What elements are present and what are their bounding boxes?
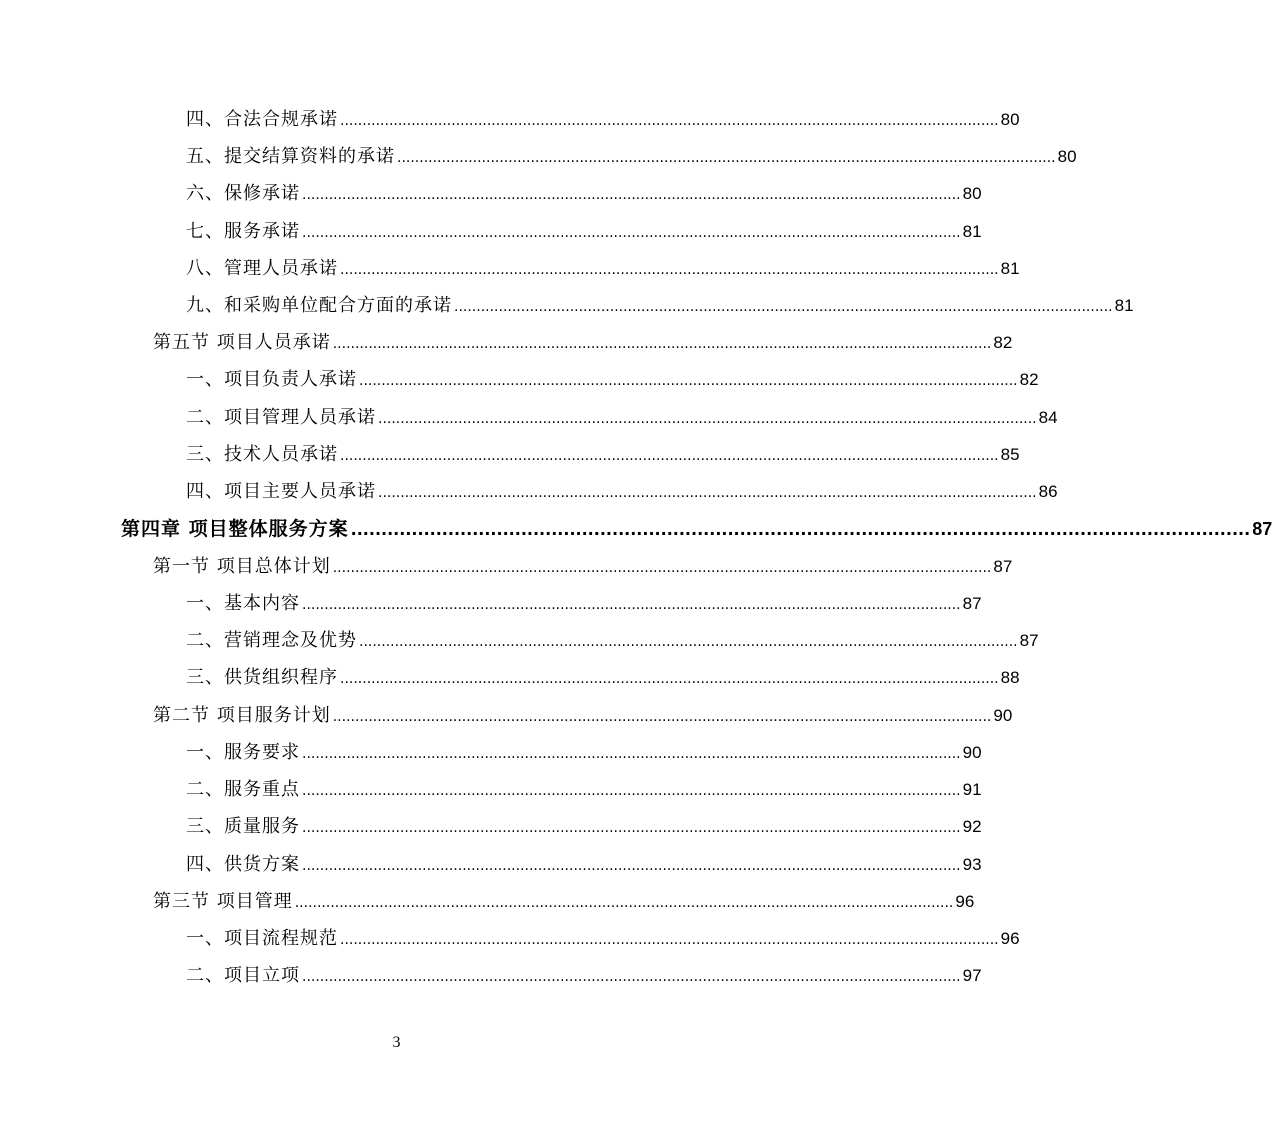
toc-entry-label: 三、供货组织程序 — [186, 667, 338, 688]
toc-entry-page: 86 — [1038, 482, 1058, 501]
toc-entry-label: 一、服务要求 — [186, 742, 300, 763]
toc-entry-label: 一、项目流程规范 — [186, 928, 338, 949]
toc-entry-label: 二、服务重点 — [186, 779, 300, 800]
toc-chapter-entry[interactable] — [121, 517, 1272, 554]
dot-leader: .................................................................................................................................................... — [378, 485, 1037, 501]
dot-leader: .................................................................................................................................................... — [332, 336, 992, 352]
toc-entry[interactable] — [186, 853, 982, 890]
toc-entry-page: 82 — [993, 333, 1013, 352]
dot-leader: .................................................................................................................................................... — [294, 895, 954, 911]
toc-entry-label: 二、项目管理人员承诺 — [186, 407, 376, 428]
toc-entry-label: 五、提交结算资料的承诺 — [186, 146, 395, 167]
toc-entry[interactable] — [186, 778, 982, 815]
toc-entry-label: 三、技术人员承诺 — [186, 444, 338, 465]
dot-leader: .................................................................................................................................................... — [340, 262, 999, 278]
dot-leader: .................................................................................................................................................... — [302, 820, 961, 836]
toc-entry-page: 96 — [955, 892, 975, 911]
toc-entry-page: 96 — [1000, 929, 1020, 948]
dot-leader: .................................................................................................................................................... — [332, 560, 992, 576]
toc-entry-page: 87 — [962, 594, 982, 613]
dot-leader: .................................................................................................................................................... — [340, 671, 999, 687]
dot-leader: .................................................................................................................................................... — [302, 969, 961, 985]
dot-leader: .................................................................................................................................................... — [302, 746, 961, 762]
toc-entry-page: 87 — [993, 557, 1013, 576]
toc-entry[interactable] — [186, 368, 1039, 405]
toc-section-entry[interactable] — [153, 704, 1013, 741]
toc-entry-page: 84 — [1038, 408, 1058, 427]
dot-leader: .................................................................................................................................................... — [340, 932, 999, 948]
toc-entry-page: 90 — [993, 706, 1013, 725]
toc-entry-page: 91 — [962, 780, 982, 799]
toc-entry-page: 82 — [1019, 370, 1039, 389]
toc-entry-page: 87 — [1019, 631, 1039, 650]
toc-entry[interactable] — [186, 406, 1058, 443]
dot-leader: .................................................................................................................................................... — [302, 597, 961, 613]
dot-leader: .................................................................................................................................................... — [359, 634, 1018, 650]
dot-leader: .................................................................................................................................................... — [350, 520, 1251, 539]
toc-entry-label: 九、和采购单位配合方面的承诺 — [186, 295, 452, 316]
toc-entry-label: 第二节 项目服务计划 — [153, 705, 331, 726]
toc-entry[interactable] — [186, 480, 1058, 517]
toc-entry[interactable] — [186, 257, 1020, 294]
toc-entry-label: 八、管理人员承诺 — [186, 258, 338, 279]
toc-entry[interactable] — [186, 443, 1020, 480]
toc-entry-label: 一、基本内容 — [186, 593, 300, 614]
toc-section-entry[interactable] — [153, 555, 1013, 592]
toc-entry-label: 一、项目负责人承诺 — [186, 369, 357, 390]
toc-entry-label: 二、项目立项 — [186, 965, 300, 986]
dot-leader: .................................................................................................................................................... — [359, 373, 1018, 389]
toc-entry[interactable] — [186, 592, 982, 629]
toc-section-entry[interactable] — [153, 331, 1013, 368]
dot-leader: .................................................................................................................................................... — [302, 783, 961, 799]
toc-entry-label: 四、供货方案 — [186, 854, 300, 875]
toc-entry[interactable] — [186, 741, 982, 778]
toc-entry-label: 七、服务承诺 — [186, 221, 300, 242]
toc-entry[interactable] — [186, 220, 982, 257]
dot-leader: .................................................................................................................................................... — [378, 411, 1037, 427]
toc-entry[interactable] — [186, 182, 982, 219]
toc-entry-page: 93 — [962, 855, 982, 874]
toc-entry[interactable] — [186, 294, 1134, 331]
toc-entry-label: 三、质量服务 — [186, 816, 300, 837]
toc-entry-page: 88 — [1000, 668, 1020, 687]
toc-entry[interactable] — [186, 629, 1039, 666]
dot-leader: .................................................................................................................................................... — [454, 299, 1113, 315]
dot-leader: .................................................................................................................................................... — [302, 858, 961, 874]
toc-entry[interactable] — [186, 927, 1020, 964]
toc-entry[interactable] — [186, 108, 1020, 145]
toc-entry-label: 第一节 项目总体计划 — [153, 556, 331, 577]
toc-entry[interactable] — [186, 666, 1020, 703]
toc-entry-page: 90 — [962, 743, 982, 762]
toc-entry[interactable] — [186, 964, 982, 1001]
dot-leader: .................................................................................................................................................... — [397, 150, 1056, 166]
dot-leader: .................................................................................................................................................... — [332, 709, 992, 725]
toc-entry-label: 四、项目主要人员承诺 — [186, 481, 376, 502]
toc-entry-page: 80 — [1000, 110, 1020, 129]
toc-entry-page: 87 — [1252, 519, 1272, 539]
toc-entry-page: 81 — [962, 222, 982, 241]
toc-entry-label: 六、保修承诺 — [186, 183, 300, 204]
toc-entry-page: 85 — [1000, 445, 1020, 464]
toc-entry-label: 四、合法合规承诺 — [186, 109, 338, 130]
toc-entry-page: 92 — [962, 817, 982, 836]
toc-entry-label: 第四章 项目整体服务方案 — [121, 518, 349, 540]
toc-entry[interactable] — [186, 145, 1077, 182]
toc-entry-label: 第五节 项目人员承诺 — [153, 332, 331, 353]
dot-leader: .................................................................................................................................................... — [302, 187, 961, 203]
toc-entry-page: 81 — [1114, 296, 1134, 315]
toc-section-entry[interactable] — [153, 890, 975, 927]
dot-leader: .................................................................................................................................................... — [340, 448, 999, 464]
toc-entry-page: 97 — [962, 966, 982, 985]
page-number: 3 — [392, 1034, 401, 1051]
toc-entry-label: 第三节 项目管理 — [153, 891, 293, 912]
toc-entry-page: 80 — [1057, 147, 1077, 166]
toc-entry-page: 80 — [962, 184, 982, 203]
dot-leader: .................................................................................................................................................... — [340, 113, 999, 129]
toc-entry-label: 二、营销理念及优势 — [186, 630, 357, 651]
toc-entry[interactable] — [186, 815, 982, 852]
dot-leader: .................................................................................................................................................... — [302, 225, 961, 241]
toc-entry-page: 81 — [1000, 259, 1020, 278]
